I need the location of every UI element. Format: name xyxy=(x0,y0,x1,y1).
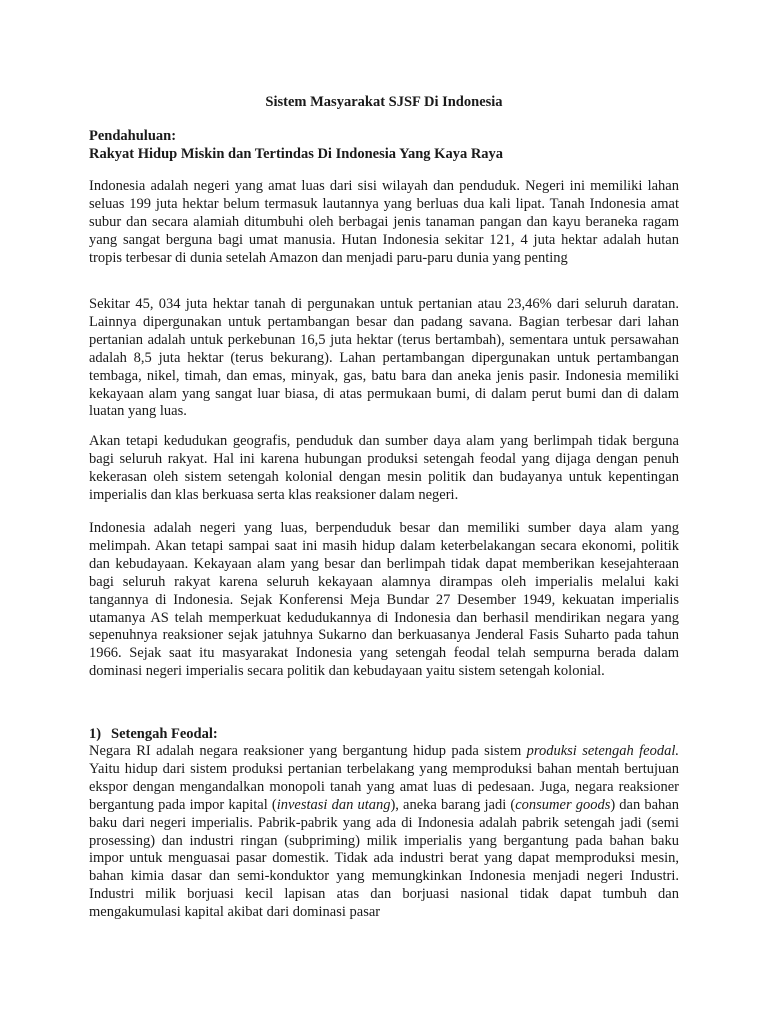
paragraph-1: Indonesia adalah negeri yang amat luas dari sisi wilayah dan penduduk. Negeri ini memiliki lahan seluas 199 juta hektar belum termasuk lautannya yang berluas dua kali lipat. Tanah Indonesia amat subur dan secara alamiah ditumbuhi oleh berbagai jenis tanaman pangan dan kayu beraneka ragam yang sangat berguna bagi umat manusia. Hutan Indonesia sekitar 121, 4 juta hektar adalah hutan tropis terbesar di dunia setelah Amazon dan menjadi paru-paru dunia yang penting xyxy=(89,178,679,266)
section-1-paragraph xyxy=(89,743,679,922)
paragraph-3: Akan tetapi kedudukan geografis, penduduk dan sumber daya alam yang berlimpah tidak berguna bagi seluruh rakyat. Hal ini karena hubungan produksi setengah feodal yang dijaga dengan penuh kekerasan oleh sistem setengah kolonial dengan mesin politik dan budayanya untuk kepentingan imperialis dan klas berkuasa serta klas reaksioner dalam negeri. xyxy=(89,433,679,503)
section-1-text-d: ) dan bahan baku dari negeri imperialis. Pabrik-pabrik yang ada di Indonesia adalah pabrik setengah jadi (semi prosessing) dan industri ringan (subpriming) milik imperialis yang bergantung pada bahan baku impor untuk menguasai pasar domestik. Tidak ada industri berat yang dapat memproduksi mesin, bahan kimia dasar dan semi-konduktor yang memungkinkan Indonesia menjadi negeri Industri. Industri milik borjuasi kecil lapisan atas dan borjuasi nasional tidak dapat tumbuh dan mengakumulasi kapital akibat dari dominasi pasar xyxy=(89,796,679,921)
section-1-title: Setengah Feodal: xyxy=(111,726,218,742)
paragraph-2: Sekitar 45, 034 juta hektar tanah di pergunakan untuk pertanian atau 23,46% dari seluruh daratan. Lainnya dipergunakan untuk pertambangan besar dan padang savana. Bagian terbesar dari lahan pertanian adalah untuk perkebunan 16,5 juta hektar (terus bertambah), sementara untuk persawahan adalah 8,5 juta hektar (terus bekurang). Lahan pertambangan dipergunakan untuk pertambangan tembaga, nikel, timah, dan emas, minyak, gas, batu bara dan aneka jenis pasir. Indonesia memiliki kekayaan alam yang sangat luar biasa, di atas permukaan bumi, di dalam perut bumi dan di dalam luatan yang luas. xyxy=(89,296,679,420)
document-title: Sistem Masyarakat SJSF Di Indonesia xyxy=(265,94,503,110)
section-1-heading xyxy=(89,725,218,743)
section-1-italic-c: consumer goods xyxy=(515,796,611,813)
section-1-number: 1) xyxy=(89,726,102,742)
intro-subtitle: Rakyat Hidup Miskin dan Tertindas Di Indonesia Yang Kaya Raya xyxy=(89,146,504,162)
section-1-italic-b: investasi dan utang xyxy=(276,796,391,813)
paragraph-4: Indonesia adalah negeri yang luas, berpenduduk besar dan memiliki sumber daya alam yang melimpah. Akan tetapi sampai saat ini masih hidup dalam keterbelakangan secara ekonomi, politik dan kebudayaan. Kekayaan alam yang besar dan berlimpah tidak dapat memberikan kesejahteraan bagi seluruh rakyat karena seluruh kekayaan alamnya dirampas oleh imperialis melalui kaki tangannya di Indonesia. Sejak Konferensi Meja Bundar 27 Desember 1949, kekuatan imperialis utamanya AS telah memperkuat kedudukannya di Indonesia dan berhasil mendirikan negara yang sepenuhnya reaksioner sejak jatuhnya Sukarno dan berkuasanya Jenderal Fasis Suharto pada tahun 1966. Sejak saat itu masyarakat Indonesia yang setengah feodal telah sempurna berada dalam dominasi negeri imperialis secara politik dan kebudayaan yaitu sistem setengah kolonial. xyxy=(89,520,679,680)
section-1-text-a: Negara RI adalah negara reaksioner yang bergantung hidup pada sistem xyxy=(89,743,527,759)
section-1-text-c: ), aneka barang jadi ( xyxy=(390,796,516,813)
section-1-text-b: Yaitu hidup dari sistem produksi pertanian terbelakang yang memproduksi bahan mentah bertujuan ekspor dengan mengandalkan monopoli tanah yang amat luas di pedesaan. Juga, negara reaksioner bergantung pada impor kapital ( xyxy=(89,760,679,813)
intro-label: Pendahuluan: xyxy=(89,128,177,144)
section-1-italic-a: produksi setengah feodal. xyxy=(526,743,680,759)
